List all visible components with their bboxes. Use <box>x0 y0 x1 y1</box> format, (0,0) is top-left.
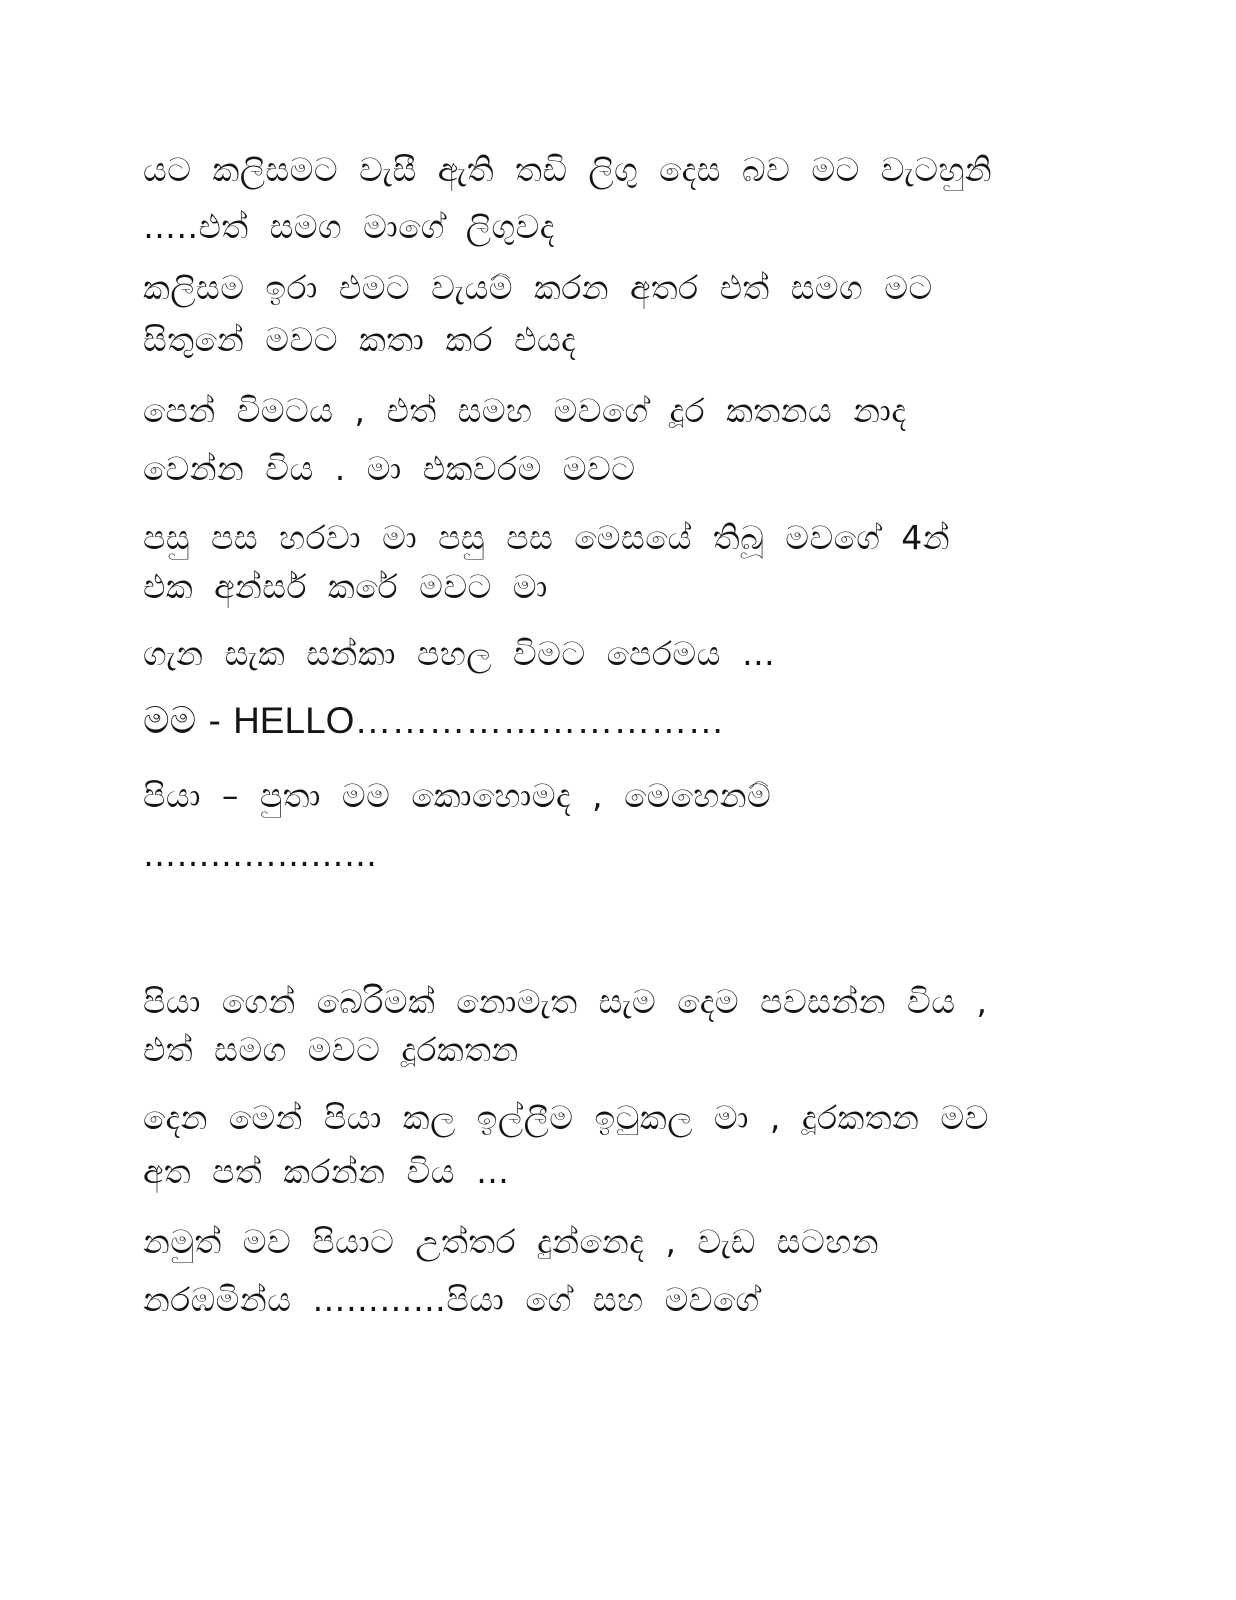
text-line-17: නමුත් මව පියාට උත්තර දුන්නෙද , වැඩ සටහන <box>143 1222 880 1261</box>
text-line-18: නරඹමින්ය …………පියා ගේ සහ මවගේ <box>143 1280 760 1319</box>
text-line-14: එත් සමග මවට දූරකතන <box>143 1030 519 1069</box>
text-line-6: වෙන්න විය . මා එකවරම මවට <box>143 449 636 488</box>
text-line-3: කලිසම ඉරා එමට වැයම් කරන අතර එත් සමග මට <box>143 268 933 307</box>
text-line-2: …..එත් සමග මාගේ ලිගුවද <box>143 207 555 246</box>
text-line-15: දෙන මෙන් පියා කල ඉල්ලීම ඉටුකල මා , දූරකතන මව <box>143 1098 989 1137</box>
text-line-9: ගැන සැක සන්කා පහල විමට පෙරමය … <box>143 634 776 673</box>
text-line-8: එක අන්සර් කරේ මවට මා <box>143 567 548 606</box>
text-line-1: යට කලිසමට වැසී ඇති තඩි ලිගු දෙස බව මට වැටහුනි <box>143 150 993 189</box>
text-line-5: පෙන් විමටය , එත් සමහ මවගේ දූර කතනය නාද <box>143 391 907 430</box>
text-line-4: සිතුනේ මවට කතා කර එයද <box>143 320 577 359</box>
text-line-7: පසු පස හරවා මා පසු පස මෙසයේ තිබූ මවගේ 4න් <box>143 518 951 557</box>
text-line-10: මම - HELLO………………………… <box>143 700 725 741</box>
text-line-12: ………………… <box>143 835 378 874</box>
text-line-13: පියා ගෙන් බෙරිමක් නොමැත සැම දෙම පවසන්න විය , <box>143 982 988 1021</box>
text-line-11: පියා – පුතා මම කොහොමද , මෙහෙනම් <box>143 776 772 815</box>
text-line-16: අත පත් කරන්න විය … <box>143 1152 510 1191</box>
